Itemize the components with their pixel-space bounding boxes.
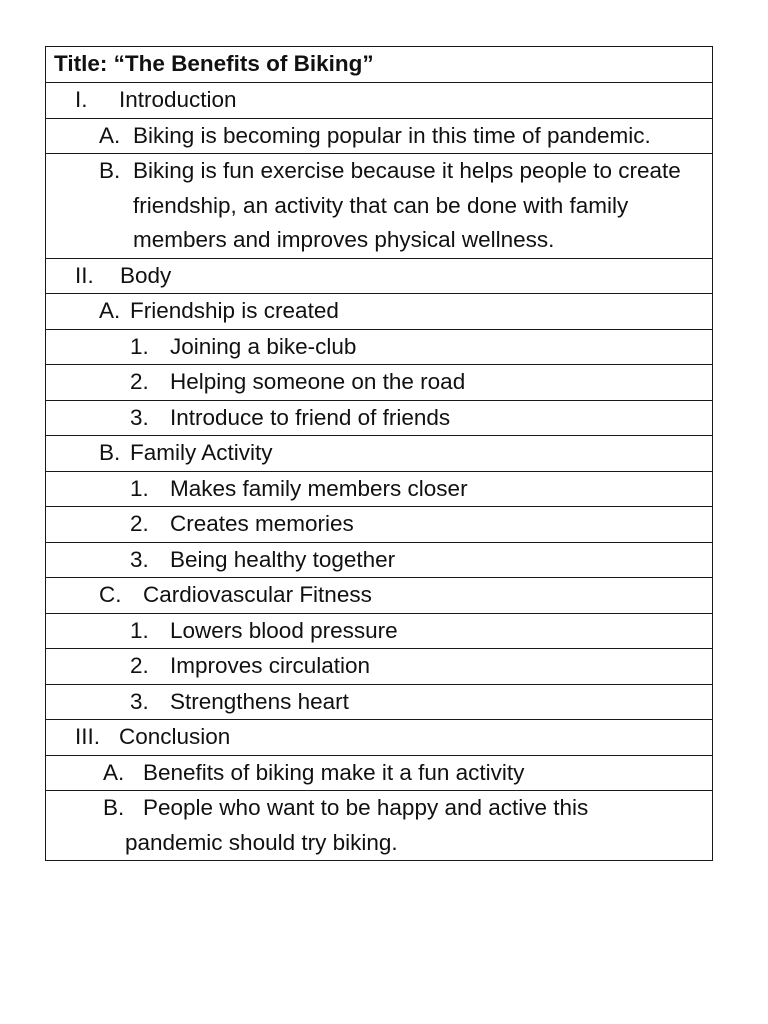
sub-point-text: Lowers blood pressure bbox=[170, 617, 398, 643]
point-marker: A. bbox=[99, 122, 121, 148]
sub-point-marker: 1. bbox=[130, 475, 149, 501]
sub-point-marker: 3. bbox=[130, 546, 149, 572]
sub-point-marker: 3. bbox=[130, 404, 149, 430]
sub-point-row bbox=[46, 329, 713, 365]
sub-point-marker: 2. bbox=[130, 653, 149, 678]
point-text-body-c: Cardiovascular Fitness bbox=[143, 582, 372, 607]
point-row-body-b bbox=[46, 436, 713, 472]
sub-point-text: Strengthens heart bbox=[170, 688, 349, 714]
sub-point-marker: 1. bbox=[130, 333, 149, 359]
point-text-intro-b: Biking is fun exercise because it helps people to create friendship, an activity that can be done with family members and improves physical wellness. bbox=[133, 158, 681, 252]
sub-point-text: Creates memories bbox=[170, 511, 354, 536]
sub-point-row bbox=[46, 613, 713, 649]
section-marker: III. bbox=[75, 724, 101, 749]
sub-point-marker: 3. bbox=[130, 688, 149, 714]
sub-point-text: Improves circulation bbox=[170, 653, 371, 678]
point-text-body-a: Friendship is created bbox=[130, 298, 339, 323]
point-text-conclusion-b-line1: People who want to be happy and active this bbox=[143, 795, 589, 820]
section-heading-body: Body bbox=[120, 262, 172, 288]
point-marker: A. bbox=[103, 759, 125, 785]
section-row-introduction bbox=[46, 83, 713, 119]
point-marker: B. bbox=[103, 795, 125, 820]
point-row-intro-b bbox=[46, 154, 713, 259]
sub-point-text: Makes family members closer bbox=[170, 475, 468, 501]
sub-point-row bbox=[46, 400, 713, 436]
sub-point-text: Joining a bike-club bbox=[170, 333, 357, 359]
point-text-conclusion-a: Benefits of biking make it a fun activity bbox=[143, 759, 525, 785]
point-row-conclusion-b bbox=[46, 791, 713, 861]
sub-point-row bbox=[46, 649, 713, 685]
sub-point-row bbox=[46, 684, 713, 720]
sub-point-row bbox=[46, 542, 713, 578]
section-row-body bbox=[46, 258, 713, 294]
sub-point-row bbox=[46, 365, 713, 401]
point-marker: B. bbox=[99, 158, 121, 183]
point-marker: B. bbox=[99, 440, 121, 465]
sub-point-marker: 2. bbox=[130, 369, 149, 394]
point-row-body-a bbox=[46, 294, 713, 330]
sub-point-text: Introduce to friend of friends bbox=[170, 404, 451, 430]
sub-point-text: Helping someone on the road bbox=[170, 369, 466, 394]
point-text-body-b: Family Activity bbox=[130, 440, 273, 465]
point-row-intro-a bbox=[46, 118, 713, 154]
point-marker: A. bbox=[99, 298, 121, 323]
section-row-conclusion bbox=[46, 720, 713, 756]
point-text-conclusion-b-line2: pandemic should try biking. bbox=[125, 829, 398, 855]
sub-point-row bbox=[46, 471, 713, 507]
point-row-body-c bbox=[46, 578, 713, 614]
point-text-intro-a: Biking is becoming popular in this time of pandemic. bbox=[133, 122, 651, 148]
outline-table bbox=[45, 46, 713, 861]
sub-point-marker: 2. bbox=[130, 511, 149, 536]
section-marker: II. bbox=[75, 262, 94, 288]
point-marker: C. bbox=[99, 582, 122, 607]
sub-point-marker: 1. bbox=[130, 617, 149, 643]
title-row bbox=[46, 47, 713, 83]
section-heading-introduction: Introduction bbox=[119, 87, 237, 112]
section-marker: I. bbox=[75, 87, 88, 112]
sub-point-row bbox=[46, 507, 713, 543]
sub-point-text: Being healthy together bbox=[170, 546, 396, 572]
outline-title: Title: “The Benefits of Biking” bbox=[46, 47, 713, 83]
section-heading-conclusion: Conclusion bbox=[119, 724, 231, 749]
point-row-conclusion-a bbox=[46, 755, 713, 791]
